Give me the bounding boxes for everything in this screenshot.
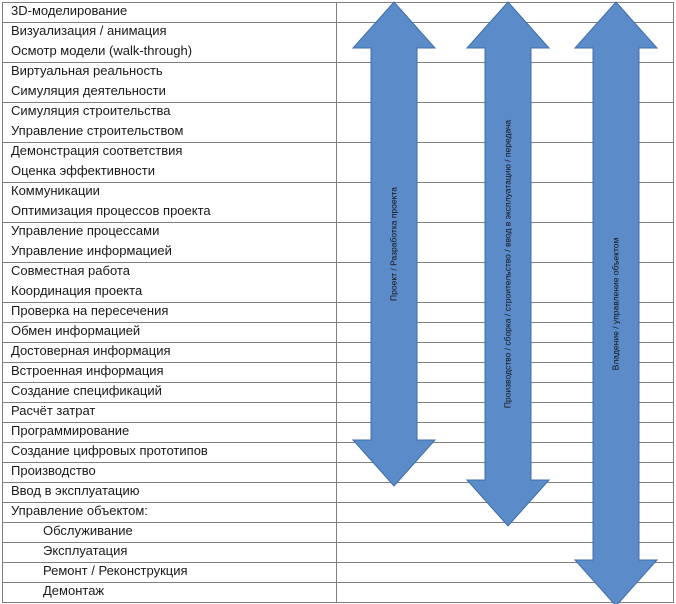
row-label: Ремонт / Реконструкция — [43, 563, 188, 578]
row-label: Создание цифровых прототипов — [11, 443, 208, 458]
row-label: Обслуживание — [43, 523, 133, 538]
row-label: Встроенная информация — [11, 363, 164, 378]
row-label: Демонтаж — [43, 583, 105, 598]
row-label: Программирование — [11, 423, 130, 438]
row-label: Управление объектом: — [11, 503, 148, 518]
row-label: Управление строительством — [11, 123, 184, 138]
row-label: Виртуальная реальность — [11, 63, 163, 78]
row-label: Производство — [11, 463, 96, 478]
row-label: Совместная работа — [11, 263, 130, 278]
row-label: Координация проекта — [11, 283, 143, 298]
row-label: Расчёт затрат — [11, 403, 96, 418]
row-label: Симуляция строительства — [11, 103, 171, 118]
row-label: Управление процессами — [11, 223, 160, 238]
row-label: Симуляция деятельности — [11, 83, 166, 98]
row-label: Эксплуатация — [43, 543, 128, 558]
row-label: Обмен информацией — [11, 323, 141, 338]
row-label: 3D-моделирование — [11, 3, 128, 18]
row-label: Достоверная информация — [11, 343, 171, 358]
row-label: Коммуникации — [11, 183, 100, 198]
row-label: Управление информацией — [11, 243, 172, 258]
arrow-label: Проект / Разработка проекта — [388, 187, 399, 301]
row-label: Оценка эффективности — [11, 163, 155, 178]
row-label: Демонстрация соответствия — [11, 143, 183, 158]
arrow-label: Владение / управление объектом — [610, 237, 621, 371]
row-label: Оптимизация процессов проекта — [11, 203, 211, 218]
arrow-label: Производство / сборка / строительство / ввод в эксплуатацию / передача — [502, 119, 513, 409]
row-label: Создание спецификаций — [11, 383, 162, 398]
row-label: Осмотр модели (walk-through) — [11, 43, 193, 58]
row-label: Проверка на пересечения — [11, 303, 169, 318]
row-label: Ввод в эксплуатацию — [11, 483, 140, 498]
row-label: Визуализация / анимация — [11, 23, 167, 38]
